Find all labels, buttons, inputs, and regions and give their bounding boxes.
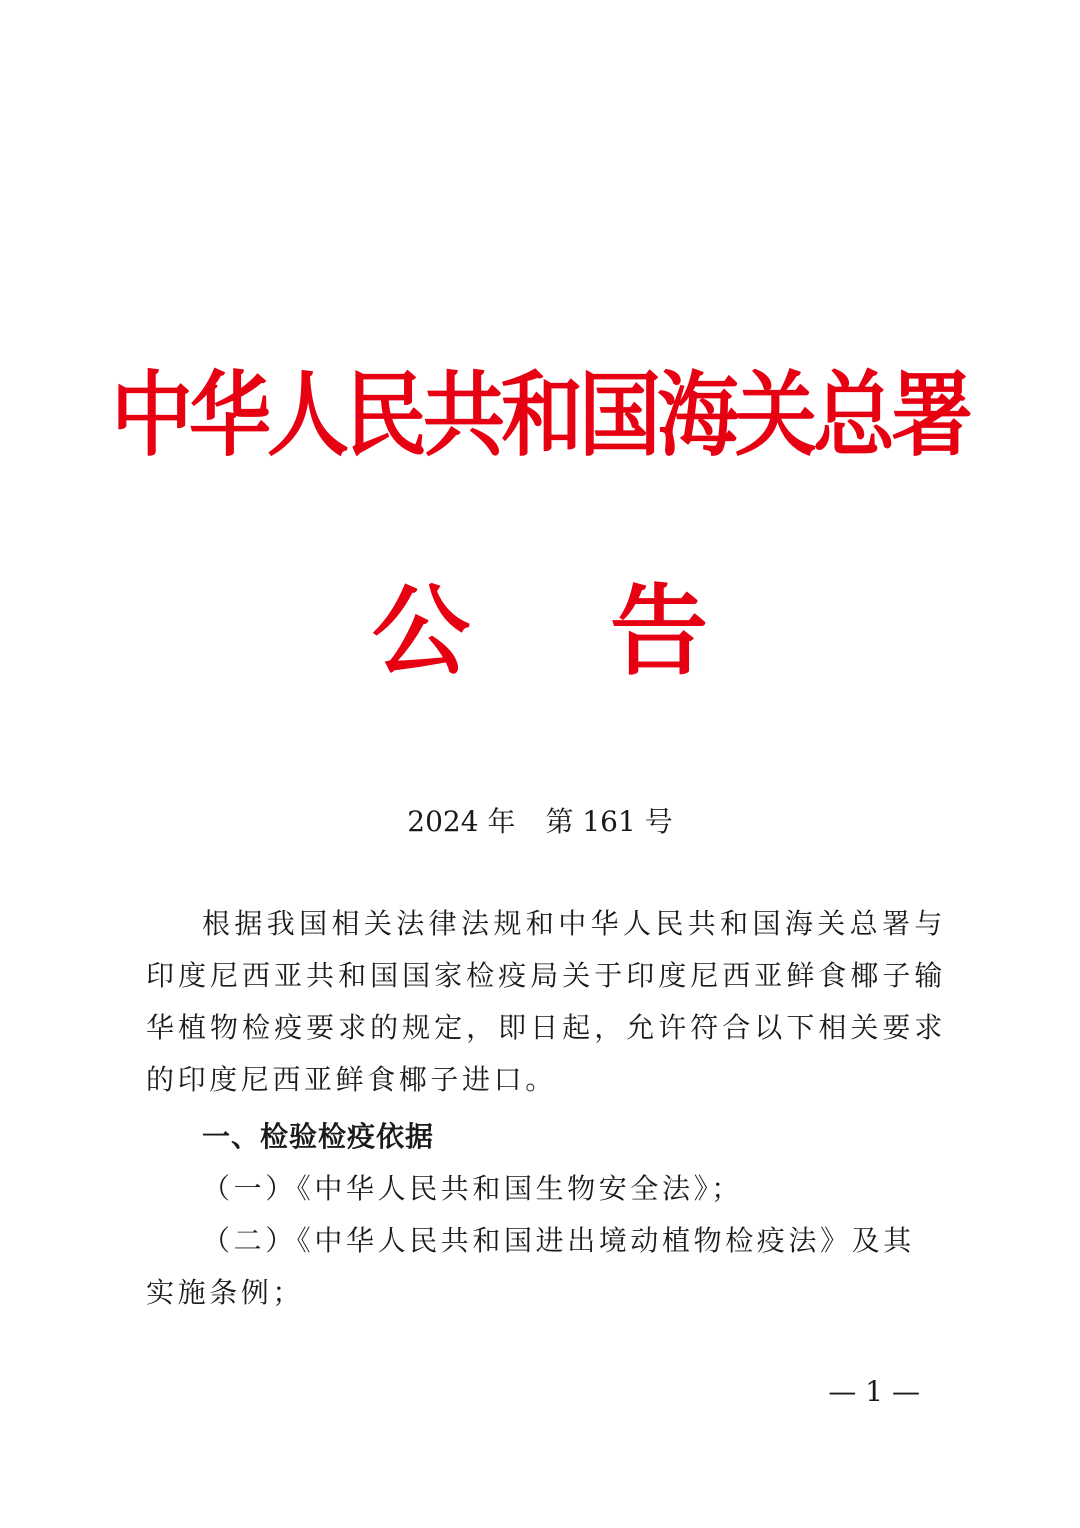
list-item-quarantine-law: （二）《中华人民共和国进出境动植物检疫法》及其实施条例； <box>146 1224 915 1309</box>
title-char-gao: 告 <box>610 575 709 689</box>
list-item-biosafety-law: （一）《中华人民共和国生物安全法》； <box>202 1172 743 1205</box>
section-heading-basis: 一、检验检疫依据 <box>202 1120 435 1153</box>
page-number: — 1 — <box>828 1375 920 1408</box>
document-serial: 第 161 号 <box>545 805 673 838</box>
document-number <box>0 800 1080 844</box>
intro-paragraph: 根据我国相关法律法规和中华人民共和国海关总署与印度尼西亚共和国国家检疫局关于印度尼西亚鲜食椰子输华植物检疫要求的规定，即日起，允许符合以下相关要求的印度尼西亚鲜食椰子进口。 <box>146 907 946 1096</box>
title-char-gong: 公 <box>371 575 470 689</box>
document-year: 2024 年 <box>407 805 516 838</box>
document-title <box>0 572 1080 692</box>
issuer-name: 中华人民共和国海关总署 <box>110 363 969 470</box>
